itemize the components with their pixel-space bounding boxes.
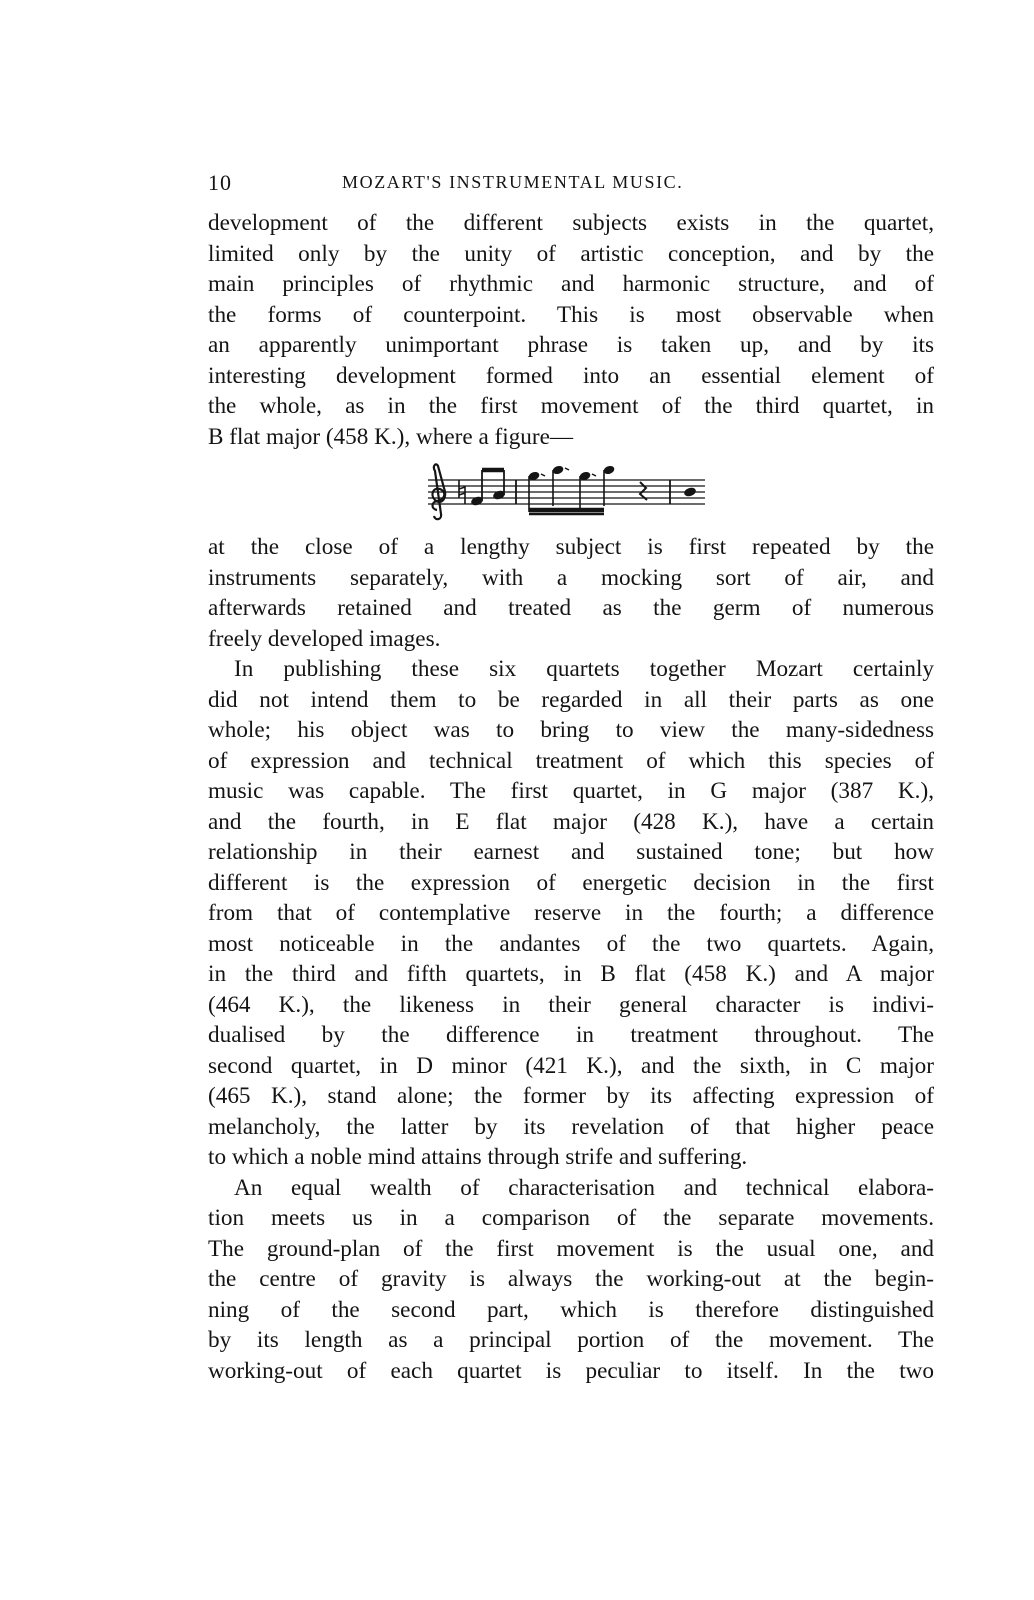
text-line: (464 K.), the likeness in their general character is indivi- (208, 991, 934, 1018)
paragraph-2 (208, 532, 934, 654)
paragraph-3 (208, 654, 934, 1173)
text-line: interesting development formed into an essential element of (208, 362, 934, 389)
music-example (208, 456, 934, 528)
text-line: main principles of rhythmic and harmonic structure, and of (208, 271, 934, 297)
book-page (208, 170, 934, 1386)
text-line: most noticeable in the andantes of the two quartets. Again, (208, 930, 934, 957)
paragraph-1 (208, 208, 934, 452)
text-line: by its length as a principal portion of the movement. The (208, 1327, 934, 1353)
paragraph-4 (208, 1173, 934, 1387)
text-line: to which a noble mind attains through strife and suffering. (208, 1144, 748, 1170)
text-line: from that of contemplative reserve in the fourth; a difference (208, 900, 934, 926)
text-line: B flat major (458 K.), where a figure— (208, 423, 574, 450)
text-line: whole; his object was to bring to view the many-sidedness (208, 717, 934, 743)
text-line: relationship in their earnest and sustained tone; but how (208, 839, 934, 865)
text-line: of expression and technical treatment of which this species of (208, 747, 934, 774)
text-line: ning of the second part, which is therefore distinguished (208, 1296, 934, 1323)
text-line: In publishing these six quartets together Mozart certainly (234, 656, 934, 682)
text-line: the whole, as in the first movement of the third quartet, in (208, 393, 934, 419)
text-line: different is the expression of energetic decision in the first (208, 869, 934, 896)
text-line: working-out of each quartet is peculiar to itself. In the two (208, 1357, 934, 1384)
text-line: freely developed images. (208, 625, 441, 652)
running-head (208, 170, 934, 200)
text-line: afterwards retained and treated as the germ of numerous (208, 595, 934, 621)
text-line: music was capable. The first quartet, in G major (387 K.), (208, 778, 934, 804)
running-title: MOZART'S INSTRUMENTAL MUSIC. (342, 172, 684, 192)
text-line: the forms of counterpoint. This is most observable when (208, 301, 934, 328)
text-line: instruments separately, with a mocking sort of air, and (208, 564, 934, 591)
text-line: melancholy, the latter by its revelation of that higher peace (208, 1113, 934, 1140)
text-line: The ground-plan of the first movement is the usual one, and (208, 1235, 934, 1262)
text-line: tion meets us in a comparison of the separate movements. (208, 1205, 934, 1231)
text-line: did not intend them to be regarded in all their parts as one (208, 686, 934, 713)
text-line: at the close of a lengthy subject is first repeated by the (208, 534, 934, 560)
text-line: in the third and fifth quartets, in B flat (458 K.) and A major (208, 961, 934, 987)
text-line: the centre of gravity is always the working-out at the begin- (208, 1266, 934, 1292)
text-line: development of the different subjects exists in the quartet, (208, 210, 934, 236)
text-line: an apparently unimportant phrase is taken up, and by its (208, 332, 934, 358)
text-line: second quartet, in D minor (421 K.), and the sixth, in C major (208, 1052, 934, 1079)
text-line: (465 K.), stand alone; the former by its affecting expression of (208, 1083, 934, 1109)
text-line: dualised by the difference in treatment throughout. The (208, 1022, 934, 1048)
text-line: An equal wealth of characterisation and technical elabora- (234, 1174, 934, 1201)
text-line: limited only by the unity of artistic conception, and by the (208, 240, 934, 267)
text-line: and the fourth, in E flat major (428 K.), have a certain (208, 808, 934, 835)
page-number: 10 (208, 170, 232, 195)
music-notation-icon (420, 462, 710, 524)
